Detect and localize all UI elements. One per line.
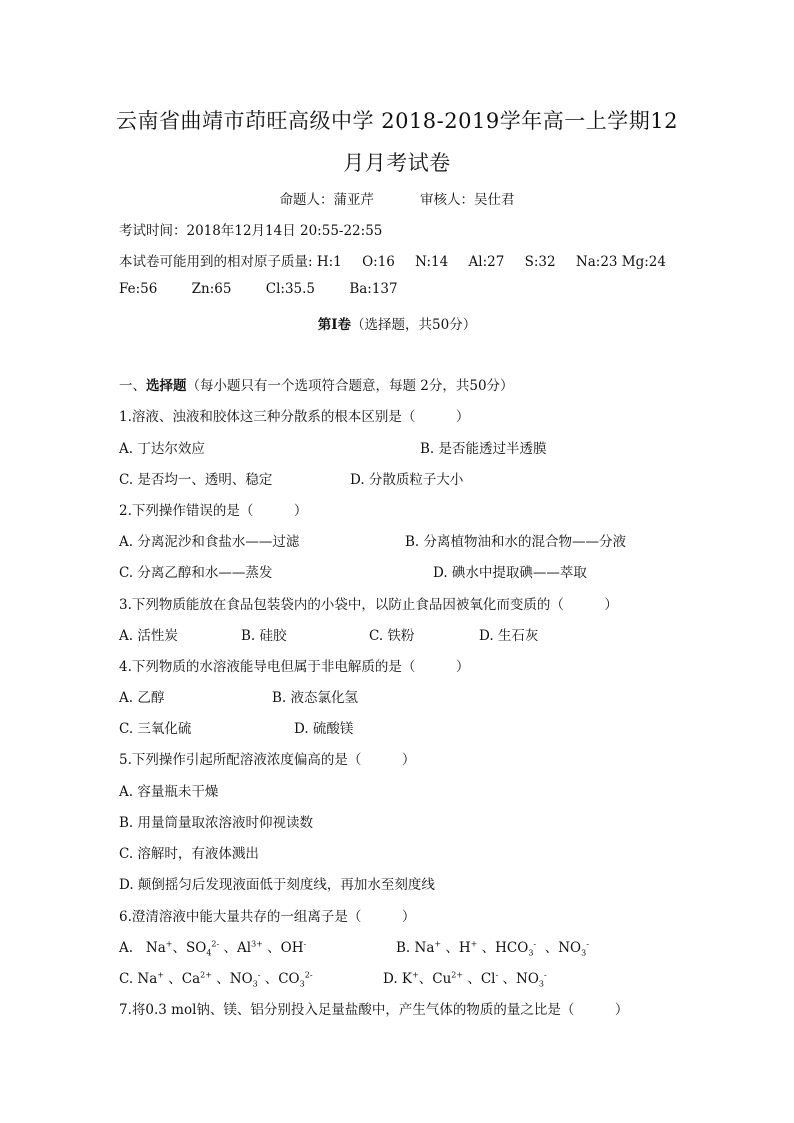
mass-o: O:16: [362, 254, 395, 270]
q4-stem: 4.下列物质的水溶液能导电但属于非电解质的是（ ）: [119, 659, 470, 675]
q5-option-a: A. 容量瓶未干燥: [119, 784, 219, 800]
q6-d-label: D.: [383, 971, 398, 987]
q2-option-a: A. 分离泥沙和食盐水——过滤: [119, 534, 300, 550]
q6-c-label: C.: [119, 971, 134, 987]
q1-option-a: A. 丁达尔效应: [119, 441, 205, 457]
part-title: 选择题: [146, 378, 187, 394]
q6-option-a: A. Na+、$SO_4^{2-}$ 、$Al^{3+}$ 、OH-: [119, 939, 307, 958]
mass-h: H:1: [316, 254, 342, 270]
q4-option-a: A. 乙醇: [119, 690, 165, 706]
part-prefix: 一、: [119, 378, 146, 394]
mass-cl: Cl:35.5: [265, 281, 316, 297]
section1-label: 第Ⅰ卷: [317, 317, 352, 333]
mass-ba: Ba:137: [349, 281, 398, 297]
q6-a-label: A.: [119, 940, 134, 956]
exam-title-line2: 月月考试卷: [343, 151, 451, 175]
q3-option-a: A. 活性炭: [119, 628, 178, 644]
q4-option-d: D. 硫酸镁: [294, 721, 354, 737]
q2-option-d: D. 碘水中提取碘——萃取: [433, 565, 587, 581]
q1-option-c: C. 是否均一、透明、稳定: [119, 472, 273, 488]
mass-zn: Zn:65: [191, 281, 232, 297]
mass-n: N:14: [415, 254, 449, 270]
q2-option-b: B. 分离植物油和水的混合物——分液: [405, 534, 627, 550]
q5-option-d: D. 颠倒摇匀后发现液面低于刻度线，再加水至刻度线: [119, 877, 435, 893]
mass-s: S:32: [524, 254, 556, 270]
reviewer: 审核人：吴仕君: [420, 192, 515, 208]
q3-option-c: C. 铁粉: [369, 628, 415, 644]
q6-stem: 6.澄清溶液中能大量共存的一组离子是（ ）: [119, 909, 416, 925]
q1-option-b: B. 是否能透过半透膜: [420, 441, 547, 457]
setter: 命题人：蒲亚芹: [279, 192, 374, 208]
part-desc: （每小题只有一个选项符合题意，每题 2分，共50分）: [186, 378, 514, 394]
q4-option-b: B. 液态氯化氢: [272, 690, 359, 706]
atomic-mass-row2: [119, 281, 398, 297]
q1-stem: 1.溶液、浊液和胶体这三种分散系的根本区别是（ ）: [119, 409, 470, 425]
q3-option-d: D. 生石灰: [479, 628, 539, 644]
q7-stem: 7.将0.3 mol钠、镁、铝分别投入足量盐酸中，产生气体的物质的量之比是（ ）: [119, 1002, 629, 1018]
q5-option-b: B. 用量筒量取浓溶液时仰视读数: [119, 815, 314, 831]
q4-option-c: C. 三氧化硫: [119, 721, 192, 737]
mass-al: Al:27: [468, 254, 505, 270]
q2-stem: 2.下列操作错误的是（ ）: [119, 503, 308, 519]
q5-option-c: C. 溶解时，有液体溅出: [119, 846, 259, 862]
mass-na-mg: Na:23 Mg:24: [575, 254, 666, 270]
q3-option-b: B. 硅胶: [241, 628, 287, 644]
q6-option-d: D. K+、$Cu^{2+}$ 、Cl- 、$NO_3^-$: [383, 970, 547, 989]
q5-stem: 5.下列操作引起所配溶液浓度偏高的是（ ）: [119, 752, 416, 768]
q2-option-c: C. 分离乙醇和水——蒸发: [119, 565, 273, 581]
q6-b-label: B.: [396, 940, 411, 956]
exam-title-line1: 云南省曲靖市茚旺高级中学 2018-2019学年高一上学期12: [116, 109, 678, 133]
q3-stem: 3.下列物质能放在食品包装袋内的小袋中，以防止食品因被氧化而变质的（ ）: [119, 597, 618, 613]
q6-option-c: C. Na+ 、$Ca^{2+}$ 、$NO_3^-$ 、$CO_3^{2-}$: [119, 970, 313, 989]
section1-header: [0, 313, 794, 333]
atomic-mass-row1: [119, 250, 666, 270]
part-heading: [119, 374, 514, 394]
mass-fe: Fe:56: [119, 281, 158, 297]
authors-line: [0, 188, 794, 208]
exam-time: 考试时间：2018年12月14日 20:55-22:55: [119, 223, 383, 239]
q1-option-d: D. 分散质粒子大小: [350, 472, 464, 488]
atomic-mass-intro: 本试卷可能用到的相对原子质量:: [119, 254, 313, 270]
q6-option-b: B. Na+ 、H+ 、$HCO_3^-$ 、$NO_3^-$: [396, 939, 589, 958]
section1-desc: （选择题，共50分）: [351, 317, 477, 333]
